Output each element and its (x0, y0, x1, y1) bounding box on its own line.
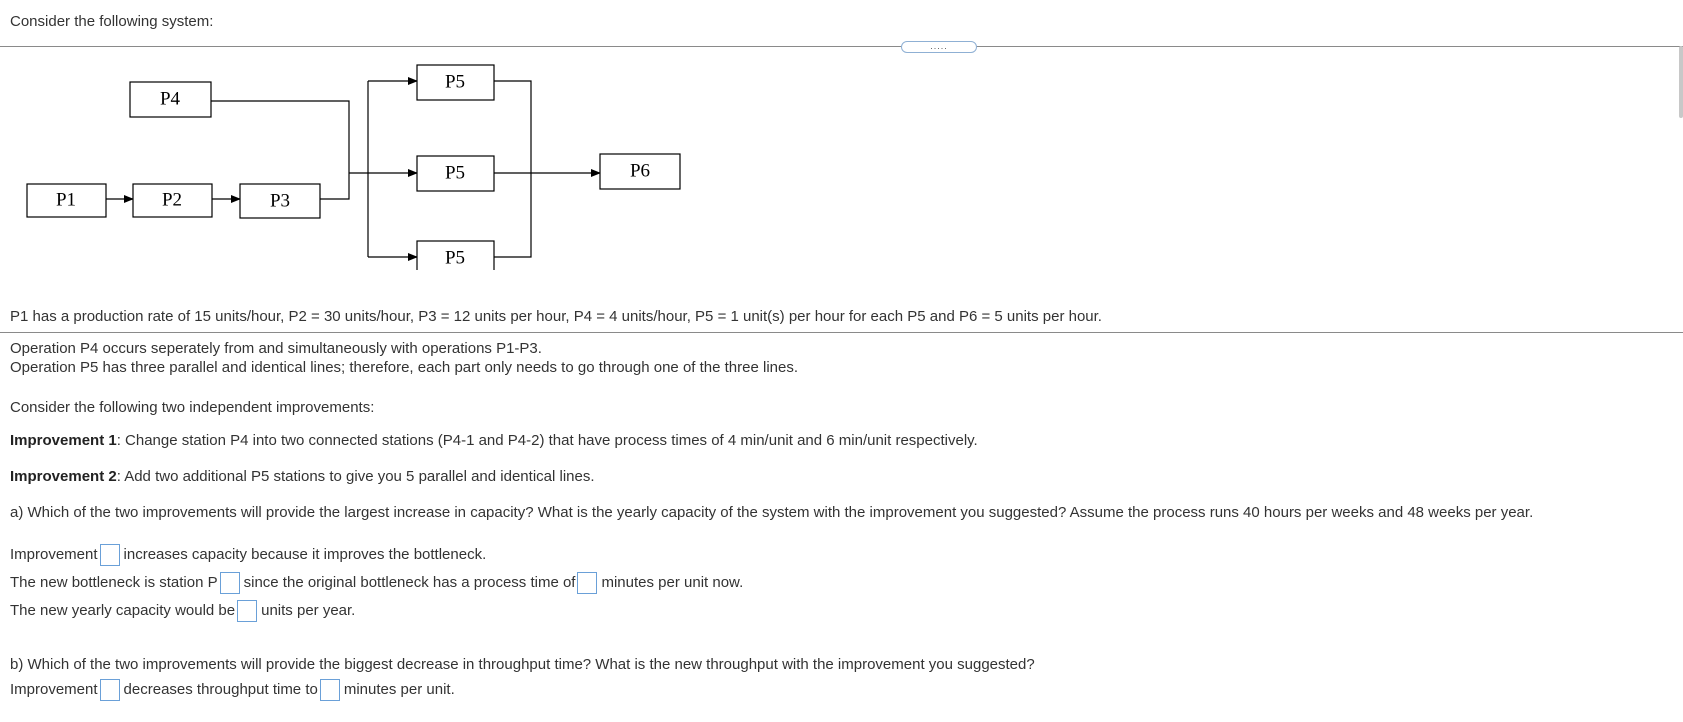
question-b-prompt: b) Which of the two improvements will provide the biggest decrease in throughput time? What is the new throughput with the improvement you suggested? (10, 656, 1035, 673)
improvement-1 (10, 432, 978, 450)
box-p3-label: P3 (269, 190, 291, 212)
question-a-line-3 (10, 600, 355, 622)
box-p4-label: P4 (159, 88, 181, 110)
qb-l1-post: minutes per unit. (343, 680, 455, 698)
box-p4 (130, 82, 211, 117)
qa-yearly-capacity-input[interactable] (237, 600, 257, 622)
box-p5-bot-label: P5 (444, 247, 466, 269)
qa-l2-post: minutes per unit now. (601, 573, 744, 591)
box-p6 (600, 154, 680, 189)
qb-l1-pre: Improvement (10, 680, 98, 698)
box-p1-label: P1 (55, 189, 77, 211)
qb-l1-mid: decreases throughput time to (123, 680, 318, 698)
qa-l3-post: units per year. (261, 601, 356, 619)
improvements-intro: Consider the following two independent improvements: (10, 399, 375, 416)
qa-l1-pre: Improvement (10, 545, 98, 563)
qb-improvement-input[interactable] (100, 679, 120, 701)
qa-l3-pre: The new yearly capacity would be (10, 601, 236, 619)
qa-l2-pre: The new bottleneck is station P (10, 573, 218, 591)
rates-divider (0, 332, 1683, 333)
scrollbar[interactable] (1679, 46, 1683, 118)
qa-bottleneck-station-input[interactable] (220, 572, 240, 594)
expand-toggle-label: ..... (930, 41, 948, 51)
qa-l1-post: increases capacity because it improves the bottleneck. (123, 545, 487, 563)
box-p6-label: P6 (629, 160, 651, 182)
box-p5-bot (417, 241, 494, 270)
qa-process-time-input[interactable] (577, 572, 597, 594)
qa-l2-mid: since the original bottleneck has a process time of (243, 573, 576, 591)
note-p5: Operation P5 has three parallel and identical lines; therefore, each part only needs to go through one of the three lines. (10, 359, 799, 376)
box-p5-top-label: P5 (444, 71, 466, 93)
box-p5-mid-label: P5 (444, 162, 466, 184)
improvement-2 (10, 468, 595, 486)
box-p5-mid (417, 156, 494, 191)
question-b-line-1 (10, 679, 455, 701)
qa-improvement-input[interactable] (100, 544, 120, 566)
question-a-line-2 (10, 572, 743, 594)
rates-text: P1 has a production rate of 15 units/hour, P2 = 30 units/hour, P3 = 12 units per hour, P4 = 4 units/hour, P5 = 1 unit(s) per hour for each P5 and P6 = 5 units per hour. (10, 308, 1102, 325)
box-p1 (27, 184, 106, 217)
question-a-line-1 (10, 544, 486, 566)
process-diagram (0, 0, 700, 270)
wire-p5-join (494, 81, 531, 257)
improvement-2-label: Improvement 2 (10, 468, 117, 485)
qb-throughput-time-input[interactable] (320, 679, 340, 701)
improvement-1-label: Improvement 1 (10, 432, 117, 449)
improvement-2-text: : Add two additional P5 stations to give you 5 parallel and identical lines. (116, 468, 595, 485)
improvement-1-text: : Change station P4 into two connected stations (P4-1 and P4-2) that have process times of 4 min/unit and 6 min/unit respectively. (116, 432, 978, 449)
box-p3 (240, 184, 320, 218)
box-p5-top (417, 65, 494, 100)
intro-text: Consider the following system: (10, 13, 214, 30)
expand-toggle[interactable] (901, 41, 977, 53)
note-p4: Operation P4 occurs seperately from and simultaneously with operations P1-P3. (10, 340, 542, 357)
box-p2 (133, 184, 212, 217)
question-a-prompt: a) Which of the two improvements will provide the largest increase in capacity? What is the yearly capacity of the system with the improvement you suggested? Assume the process runs 40 hours per weeks and 48 weeks per year. (10, 504, 1534, 521)
box-p2-label: P2 (161, 189, 183, 211)
